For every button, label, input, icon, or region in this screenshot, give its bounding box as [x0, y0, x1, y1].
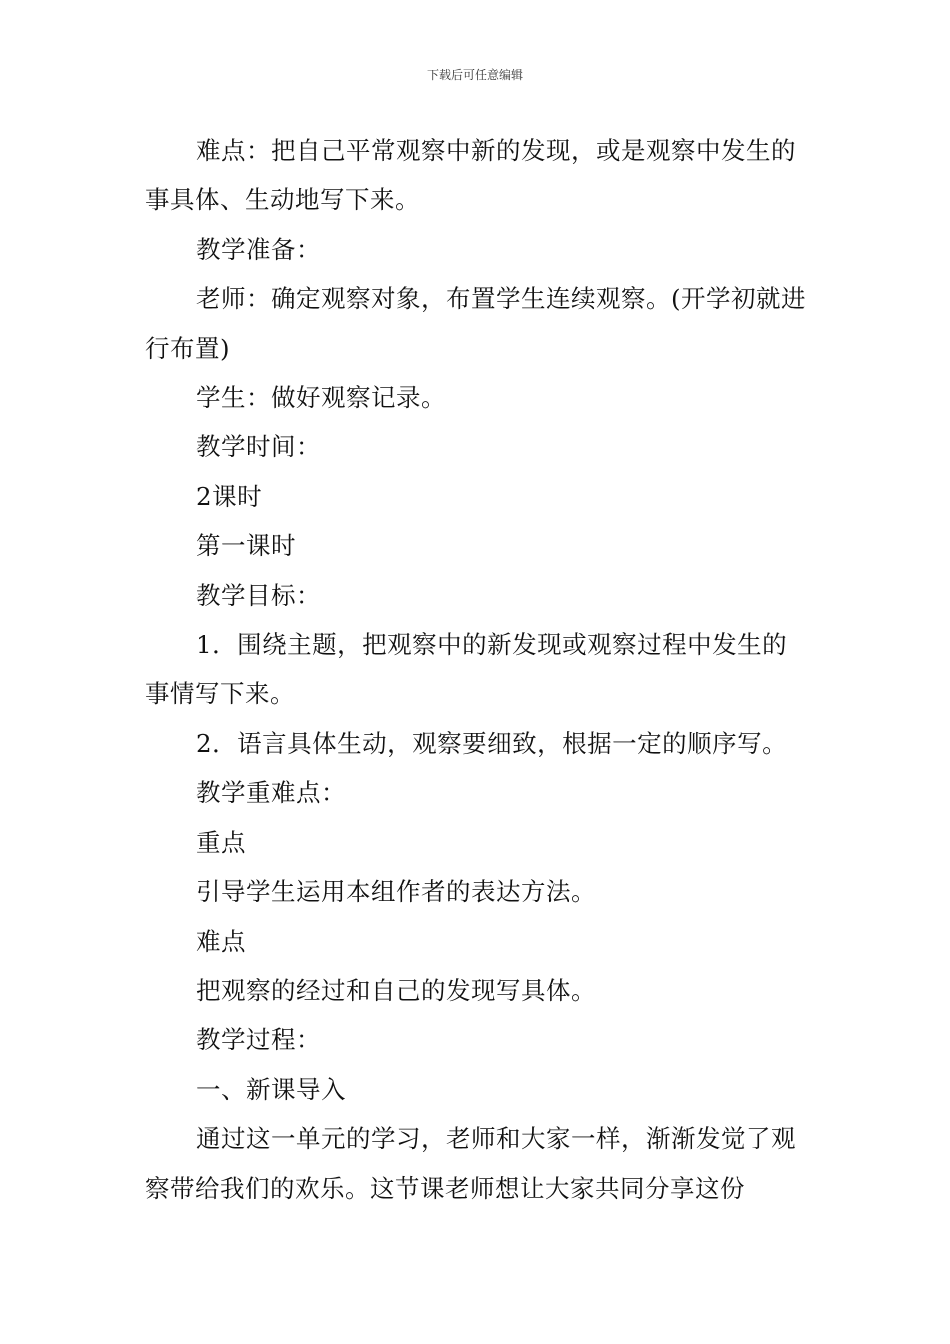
paragraph: 难点 — [196, 926, 246, 956]
paragraph: 教学过程： — [196, 1025, 321, 1055]
paragraph: 2课时 — [196, 481, 263, 511]
paragraph: 老师：确定观察对象，布置学生连续观察。(开学初就进行布置) — [145, 284, 807, 363]
paragraph: 难点：把自己平常观察中新的发现，或是观察中发生的事具体、生动地写下来。 — [145, 136, 796, 215]
paragraph: 教学时间： — [196, 432, 321, 462]
paragraph: 1．围绕主题，把观察中的新发现或观察过程中发生的事情写下来。 — [145, 630, 788, 709]
paragraph: 2．语言具体生动，观察要细致，根据一定的顺序写。 — [196, 728, 788, 758]
paragraph: 通过这一单元的学习，老师和大家一样，渐渐发觉了观察带给我们的欢乐。这节课老师想让大家共同分享这份 — [145, 1124, 796, 1203]
page-header: 下载后可任意编辑 — [426, 68, 523, 82]
paragraph: 一、新课导入 — [196, 1074, 346, 1104]
paragraph: 重点 — [196, 827, 246, 857]
paragraph: 引导学生运用本组作者的表达方法。 — [196, 877, 596, 907]
paragraph: 教学重难点： — [196, 778, 346, 808]
paragraph: 学生：做好观察记录。 — [196, 383, 446, 413]
paragraph: 把观察的经过和自己的发现写具体。 — [196, 975, 596, 1005]
paragraph: 教学准备： — [196, 234, 321, 264]
paragraph: 第一课时 — [196, 531, 296, 561]
paragraph: 教学目标： — [196, 580, 321, 610]
document-body — [145, 126, 807, 1213]
